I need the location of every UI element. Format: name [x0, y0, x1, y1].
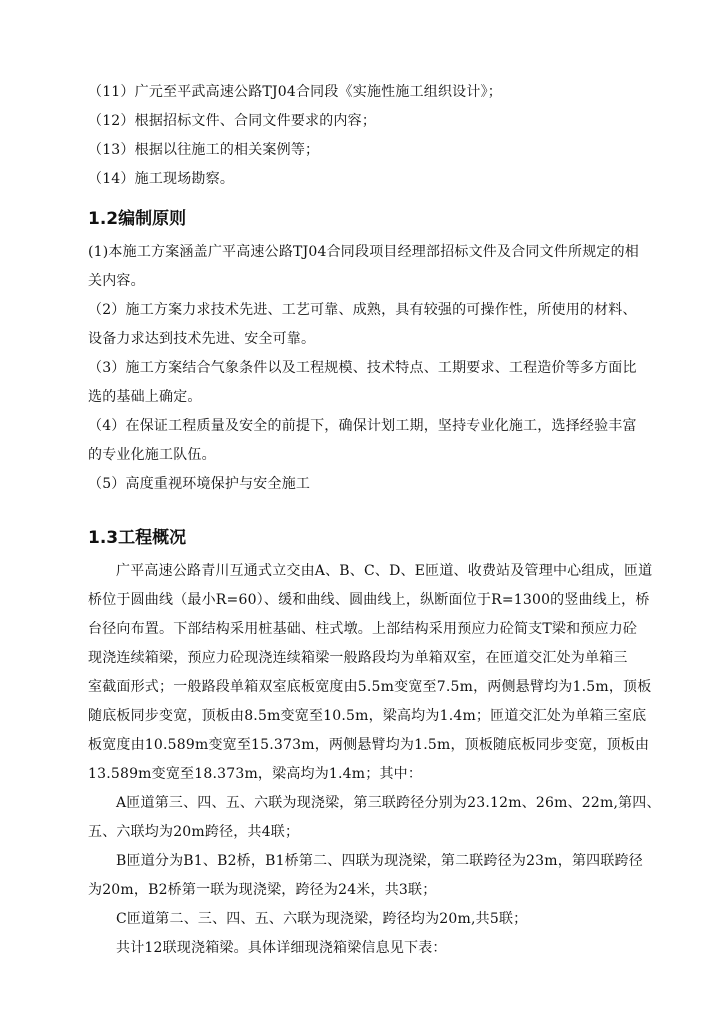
section-1-2-body — [88, 238, 648, 499]
principle-line: 选的基础上确定。 — [88, 389, 202, 405]
document-page — [88, 78, 661, 963]
principle-line: (1)本施工方案涵盖广平高速公路TJ04合同段项目经理部招标文件及合同文件所规定的相 — [88, 244, 639, 260]
section-1-3-body — [88, 557, 661, 963]
principle-line: （2）施工方案力求技术先进、工艺可靠、成熟，具有较强的可操作性，所使用的材料、 — [88, 302, 637, 318]
overview-line: 桥位于圆曲线（最小R=60）、缓和曲线、圆曲线上，纵断面位于R=1300的竖曲线上，桥 — [88, 592, 650, 608]
reference-item-11: （11）广元至平武高速公路TJ04合同段《实施性施工组织设计》； — [88, 84, 502, 100]
principle-line: 关内容。 — [88, 273, 145, 289]
overview-line: 室截面形式；一般路段单箱双室底板宽度由5.5m变宽至7.5m，两侧悬臂均为1.5m，顶板 — [88, 679, 652, 695]
reference-item-13: （13）根据以往施工的相关案例等； — [88, 142, 320, 158]
principle-line: （4）在保证工程质量及安全的前提下，确保计划工期，坚持专业化施工，选择经验丰富 — [88, 418, 637, 434]
total-line: 共计12联现浇箱梁。具体详细现浇箱梁信息见下表： — [116, 940, 447, 956]
section-1-2-heading: 1.2编制原则 — [88, 209, 187, 229]
ramp-a-line: A匝道第三、四、五、六联为现浇梁，第三联跨径分别为23.12m、26m、22m,第四、 — [116, 795, 661, 811]
principle-line: 的专业化施工队伍。 — [88, 447, 216, 463]
reference-item-14: （14）施工现场勘察。 — [88, 171, 235, 187]
principle-line: （3）施工方案结合气象条件以及工程规模、技术特点、工期要求、工程造价等多方面比 — [88, 360, 637, 376]
ramp-a-line: 五、六联均为20m跨径，共4联； — [88, 824, 300, 840]
principle-line: 设备力求达到技术先进、安全可靠。 — [88, 331, 316, 347]
section-1-3-heading: 1.3工程概况 — [88, 528, 187, 548]
overview-line: 随底板同步变宽，顶板由8.5m变宽至10.5m，梁高均为1.4m；匝道交汇处为单箱三室底 — [88, 708, 647, 724]
ramp-b-line: 为20m，B2桥第一联为现浇梁，跨径为24米，共3联； — [88, 882, 437, 898]
overview-line: 广平高速公路青川互通式立交由A、B、C、D、E匝道、收费站及管理中心组成，匝道 — [116, 563, 653, 579]
ramp-b-line: B匝道分为B1、B2桥，B1桥第二、四联为现浇梁，第二联跨径为23m，第四联跨径 — [116, 853, 643, 869]
overview-line: 台径向布置。下部结构采用桩基础、柱式墩。上部结构采用预应力砼简支T梁和预应力砼 — [88, 621, 638, 637]
overview-line: 板宽度由10.589m变宽至15.373m，两侧悬臂均为1.5m，顶板随底板同步变宽，顶板由 — [88, 737, 650, 753]
reference-list — [88, 78, 648, 194]
reference-item-12: （12）根据招标文件、合同文件要求的内容； — [88, 113, 377, 129]
ramp-c-line: C匝道第二、三、四、五、六联为现浇梁，跨径均为20m,共5联； — [116, 911, 528, 927]
overview-line: 13.589m变宽至18.373m，梁高均为1.4m；其中： — [88, 766, 423, 782]
overview-line: 现浇连续箱梁，预应力砼现浇连续箱梁一般路段均为单箱双室，在匝道交汇处为单箱三 — [88, 650, 628, 666]
principle-line: （5）高度重视环境保护与安全施工 — [88, 476, 311, 492]
